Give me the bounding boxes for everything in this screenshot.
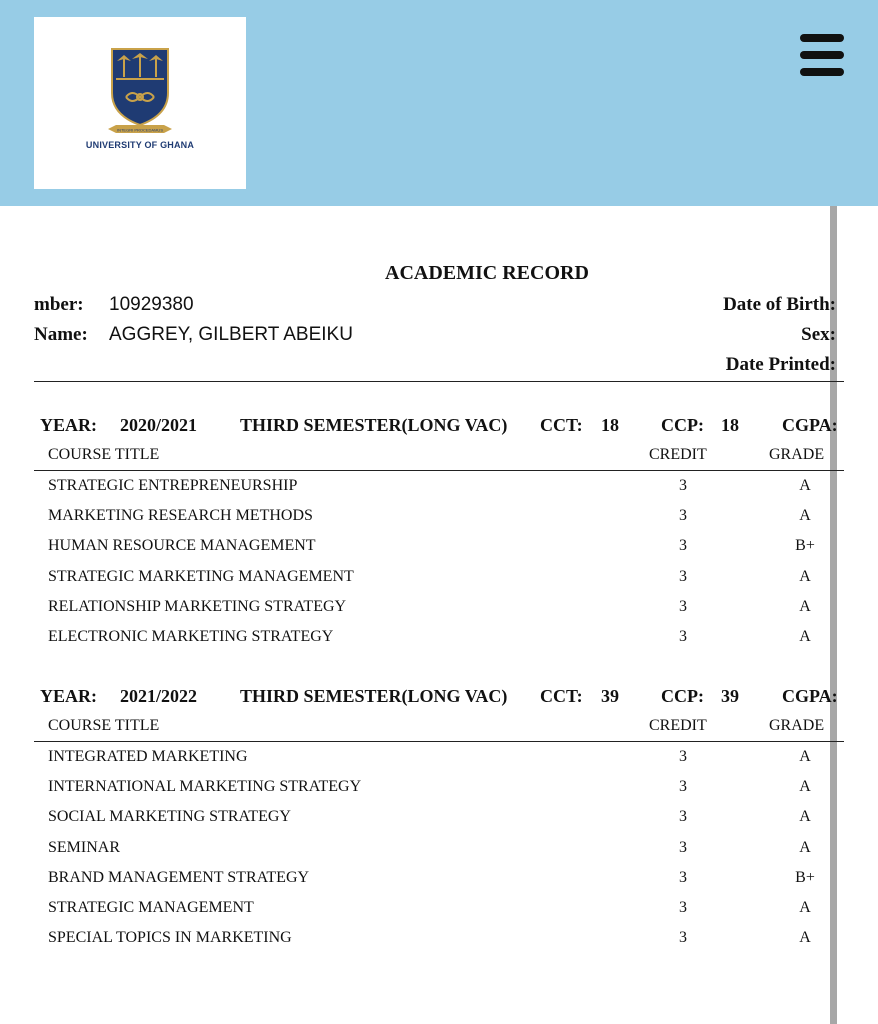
- course-credit: 3: [679, 537, 687, 555]
- cct-value: 18: [601, 415, 619, 435]
- course-credit: 3: [679, 597, 687, 615]
- course-credit: 3: [679, 567, 687, 585]
- page-title: ACADEMIC RECORD: [385, 262, 589, 284]
- semester-name: THIRD SEMESTER(LONG VAC): [240, 415, 508, 435]
- course-grade: A: [799, 628, 811, 645]
- table-header-rule: [34, 470, 844, 471]
- course-credit: 3: [679, 748, 687, 765]
- course-grade: B+: [795, 868, 815, 886]
- col-credit: CREDIT: [649, 446, 707, 463]
- table-row: [0, 778, 830, 808]
- year-value: 2021/2022: [120, 686, 198, 706]
- year-value: 2020/2021: [120, 415, 198, 435]
- cct-label: CCT:: [540, 686, 583, 706]
- col-credit: CREDIT: [649, 717, 707, 734]
- cgpa-label: CGPA:: [782, 415, 838, 435]
- course-credit: 3: [679, 808, 687, 826]
- date-of-birth-label: Date of Birth:: [723, 294, 836, 315]
- course-title: STRATEGIC ENTREPRENEURSHIP: [48, 477, 298, 494]
- course-grade: A: [799, 567, 811, 585]
- table-row: [0, 748, 830, 778]
- course-grade: A: [799, 808, 811, 826]
- col-grade: GRADE: [769, 446, 825, 463]
- table-row: [0, 598, 830, 628]
- course-grade: B+: [795, 537, 815, 555]
- divider: [34, 381, 844, 382]
- table-row: [0, 929, 830, 959]
- course-title: BRAND MANAGEMENT STRATEGY: [48, 868, 310, 886]
- university-name: UNIVERSITY OF GHANA: [85, 140, 195, 150]
- student-name: AGGREY, GILBERT ABEIKU: [109, 324, 353, 345]
- course-credit: 3: [679, 899, 687, 916]
- course-credit: 3: [679, 838, 687, 856]
- year-label: YEAR:: [40, 686, 97, 706]
- course-grade: A: [799, 748, 811, 765]
- student-number-label: mber:: [34, 294, 84, 315]
- ccp-value: 39: [721, 686, 739, 706]
- cct-label: CCT:: [540, 415, 583, 435]
- ccp-label: CCP:: [661, 415, 704, 435]
- ccp-value: 18: [721, 415, 739, 435]
- cgpa-label: CGPA:: [782, 686, 838, 706]
- course-grade: A: [799, 929, 811, 947]
- course-grade: A: [799, 899, 811, 916]
- cct-value: 39: [601, 686, 619, 706]
- course-title: ELECTRONIC MARKETING STRATEGY: [48, 628, 334, 645]
- date-printed-label: Date Printed:: [725, 354, 836, 375]
- course-title: MARKETING RESEARCH METHODS: [48, 507, 313, 525]
- course-grade: A: [799, 778, 811, 796]
- table-row: [0, 507, 830, 537]
- year-label: YEAR:: [40, 415, 97, 435]
- course-credit: 3: [679, 507, 687, 525]
- course-title: INTERNATIONAL MARKETING STRATEGY: [48, 778, 362, 796]
- course-grade: A: [799, 477, 811, 494]
- course-title: HUMAN RESOURCE MANAGEMENT: [48, 537, 316, 555]
- col-grade: GRADE: [769, 717, 825, 734]
- name-label: Name:: [34, 324, 88, 345]
- table-row: [0, 899, 830, 929]
- table-row: [0, 628, 830, 658]
- table-row: [0, 839, 830, 869]
- semester-name: THIRD SEMESTER(LONG VAC): [240, 686, 508, 706]
- sex-label: Sex:: [801, 324, 836, 345]
- table-row: [0, 477, 830, 507]
- table-row: [0, 808, 830, 838]
- course-grade: A: [799, 597, 811, 615]
- course-title: INTEGRATED MARKETING: [48, 748, 248, 765]
- table-row: [0, 869, 830, 899]
- course-title: SPECIAL TOPICS IN MARKETING: [48, 929, 292, 947]
- col-course-title: COURSE TITLE: [48, 446, 160, 463]
- ccp-label: CCP:: [661, 686, 704, 706]
- course-title: SOCIAL MARKETING STRATEGY: [48, 808, 291, 826]
- course-grade: A: [799, 507, 811, 525]
- student-number: 10929380: [109, 294, 194, 315]
- course-credit: 3: [679, 868, 687, 886]
- course-credit: 3: [679, 778, 687, 796]
- course-credit: 3: [679, 929, 687, 947]
- table-row: [0, 537, 830, 567]
- course-title: STRATEGIC MARKETING MANAGEMENT: [48, 567, 354, 585]
- table-header-rule: [34, 741, 844, 742]
- course-grade: A: [799, 838, 811, 856]
- course-title: RELATIONSHIP MARKETING STRATEGY: [48, 597, 347, 615]
- course-credit: 3: [679, 477, 687, 494]
- motto-text: INTEGRI PROCEDAMUS: [116, 127, 164, 133]
- course-title: SEMINAR: [48, 838, 121, 856]
- col-course-title: COURSE TITLE: [48, 717, 160, 734]
- table-row: [0, 568, 830, 598]
- course-title: STRATEGIC MANAGEMENT: [48, 899, 254, 916]
- course-credit: 3: [679, 628, 687, 645]
